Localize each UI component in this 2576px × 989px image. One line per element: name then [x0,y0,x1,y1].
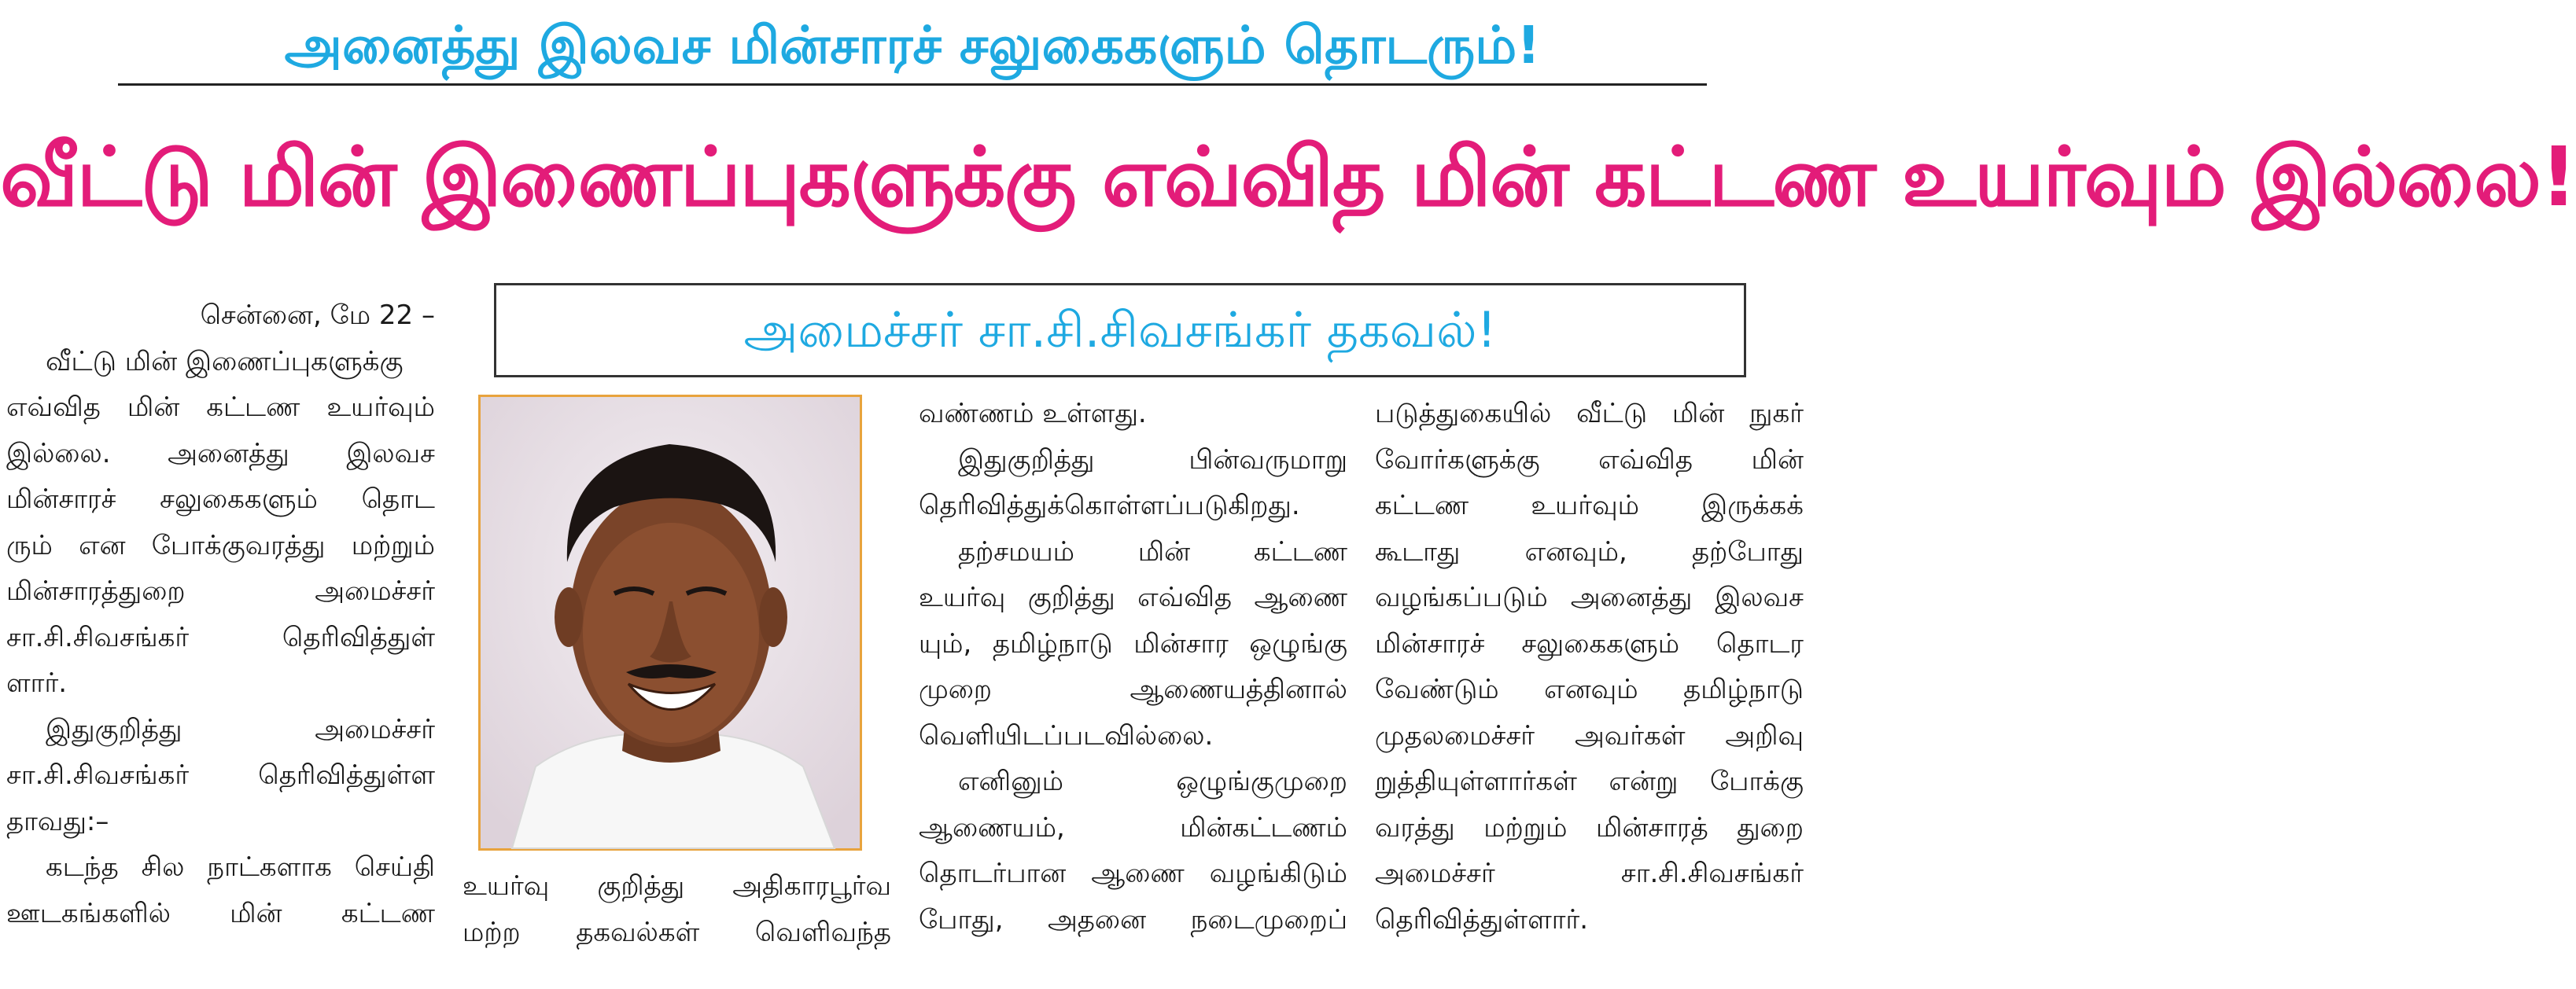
word: எவ்வித [1598,443,1693,476]
text-line [1375,483,1804,529]
subhead-box [494,283,1746,377]
word: இதுகுறித்து [958,443,1095,476]
word: தகவல்கள் [576,916,700,948]
dateline: சென்னை, மே 22 – [200,300,435,331]
text-line [919,667,1347,713]
text-line: தெரிவித்துக்கொள்ளப்படுகிறது. [919,490,1300,521]
word: பின்வருமாறு [1188,443,1347,476]
text-line: முதலமைச்சர் அவர்கள் அறிவு [1375,719,1804,752]
text-line: ரும் என போக்குவரத்து மற்றும் [6,529,435,561]
word: மின்சாரத்துறை [6,575,186,607]
word: உயர்வும் [1531,490,1639,521]
text-line [6,568,435,615]
word: இருக்கக் [1701,490,1804,521]
text-line [6,431,435,477]
text-line: படுத்துகையில் வீட்டு மின் நுகர் [1375,398,1804,429]
word: கட்டண [1375,490,1469,521]
word: மின் [230,897,282,929]
text-line: வரத்து மற்றும் மின்சாரத் துறை [1375,811,1804,844]
text-line: கடந்த சில நாட்களாக செய்தி [46,851,435,883]
word: உயர்வு [463,870,550,902]
text-line: வழங்கப்படும் அனைத்து இலவச [1375,582,1804,613]
minister-photo [478,395,862,851]
text-line: மின்சாரச் சலுகைகளும் தொட [6,483,435,515]
article-column-1 [6,292,435,936]
word: மின்கட்டணம் [1180,811,1347,844]
text-line [919,529,1347,575]
word: வெளிவந்த [754,916,891,948]
kicker-headline: அனைத்து இலவச மின்சாரச் சலுகைகளும் தொடரும்! [284,15,1541,75]
word: ஆணையத்தினால் [1130,674,1347,705]
text-line: சா.சி.சிவசங்கர் தெரிவித்துள்ள [6,759,435,791]
article-column-3 [919,391,1347,943]
word: தெரிவித்துள் [282,621,435,653]
word: ஒழுங்குமுறை [1176,766,1347,797]
word: எனவும், [1524,535,1627,568]
word: இலவச [346,437,435,469]
text-line: ளார். [6,667,68,699]
word: அதிகாரபூர்வ [732,870,891,902]
word: அமைச்சர் [315,575,435,607]
word: முறை [919,674,993,705]
text-line: வண்ணம் உள்ளது. [919,398,1147,429]
word: இதுகுறித்து [46,713,182,745]
text-line [1375,851,1804,897]
text-line: யும், தமிழ்நாடு மின்சார ஒழுங்கு [919,627,1347,660]
article-column-2 [463,863,891,955]
main-headline: வீட்டு மின் இணைப்புகளுக்கு எவ்வித மின் கட்டண உயர்வும் இல்லை! [0,129,2576,225]
portrait-image [481,397,860,848]
text-line: போது, அதனை நடைமுறைப் [919,903,1347,936]
text-line: மின்சாரச் சலுகைகளும் தொடர [1375,627,1804,660]
word: கட்டண [341,897,435,929]
column-1-lines [6,339,435,937]
word: சா.சி.சிவசங்கர் [6,621,190,653]
word: அமைச்சர் [1375,858,1495,889]
text-line: வீட்டு மின் இணைப்புகளுக்கு [46,345,404,377]
word: கூடாது [1375,535,1461,568]
column-3-lines [919,391,1347,943]
word: தற்சமயம் [958,535,1074,568]
text-line [1375,437,1804,483]
word: அனைத்து [168,437,289,469]
article-column-4 [1375,391,1804,943]
word: மற்ற [463,916,521,948]
subhead: அமைச்சர் சா.சி.சிவசங்கர் தகவல்! [743,301,1497,358]
text-line: தெரிவித்துள்ளார். [1375,903,1589,936]
word: இல்லை. [6,437,111,469]
text-line: தொடர்பான ஆணை வழங்கிடும் [919,858,1347,889]
word: அமைச்சர் [315,713,435,745]
word: சா.சி.சிவசங்கர் [1620,858,1804,889]
word: ஆணையம், [919,811,1065,844]
text-line: வேண்டும் எனவும் தமிழ்நாடு [1375,674,1804,705]
text-line [6,891,435,937]
word: தற்போது [1692,535,1804,568]
headline-rule [118,83,1707,86]
word: குறித்து [597,870,685,902]
text-line [463,863,891,910]
text-line [1375,529,1804,575]
word: மின் [1137,535,1191,568]
text-line: தாவது:– [6,805,109,837]
column-4-lines [1375,391,1804,943]
word: மின் [1751,443,1804,476]
text-line [919,759,1347,805]
text-line [463,910,891,956]
text-line: உயர்வு குறித்து எவ்வித ஆணை [919,582,1347,613]
text-line [919,805,1347,851]
text-line: எவ்வித மின் கட்டண உயர்வும் [6,392,435,423]
column-2-lines [463,863,891,955]
text-line: றுத்தியுள்ளார்கள் என்று போக்கு [1375,766,1804,797]
text-line [6,707,435,753]
text-line [919,437,1347,483]
text-line [6,615,435,661]
word: எனினும் [958,766,1064,797]
word: கட்டண [1253,535,1347,568]
word: வோர்களுக்கு [1375,443,1540,476]
word: ஊடகங்களில் [6,897,171,929]
text-line: வெளியிடப்படவில்லை. [919,719,1214,752]
